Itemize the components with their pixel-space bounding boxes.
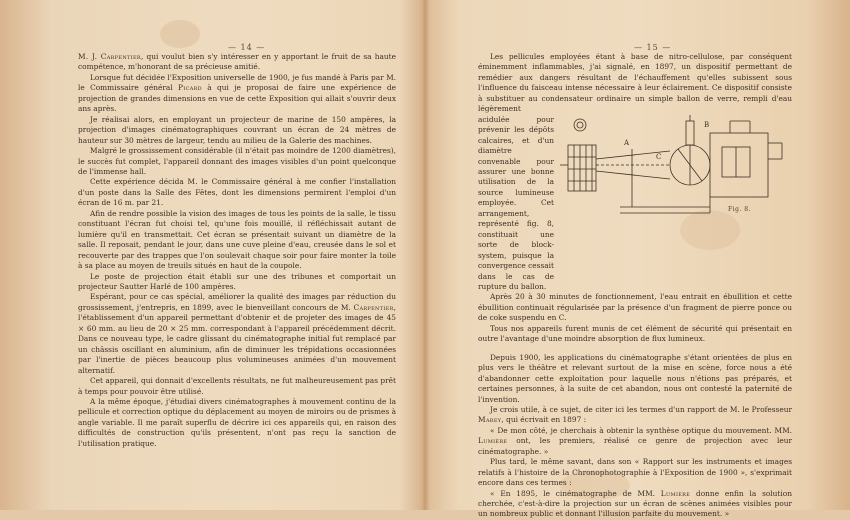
paragraph <box>78 52 396 73</box>
proper-name: Marey <box>478 415 502 425</box>
paragraph-text: Plus tard, le même savant, dans son « Rapport sur les instruments et images relatifs à l'histoire de la Chronophotographie à l'Exposition de 1900 », s'exprimait encore dans ces termes : <box>478 457 792 488</box>
lens-ring <box>574 119 586 131</box>
lamp-housing <box>710 133 768 197</box>
paragraph-text: Tous nos appareils furent munis de cet élément de sécurité qui présentait en outre l'avantage d'une moindre absorption de flux lumineux. <box>478 323 792 344</box>
wrapped-paragraph <box>478 115 554 293</box>
paragraph-text: Depuis 1900, les applications du cinématographe s'étant orientées de plus en plus vers le théâtre et relevant surtout de la mise en scène, force nous a été d'abandonner cette exploitation pour laquelle nous n'étions pas préparés, et certaines personnes, à la suite de cet abandon, nous ont contesté la paternité de l'invention. <box>478 352 792 404</box>
figure-label-b: B <box>704 120 710 129</box>
paragraph-text: A la même époque, j'étudiai divers cinématographes à mouvement continu de la pellicule et correction optique du déplacement au moyen de miroirs ou de prismes à angle variable. Il me paraît superflu de décrire ici ces appareils qui, en raison des difficultés de construction qu'ils présentent, n'ont pas reçu la sanction de l'utilisation pratique. <box>78 396 396 448</box>
paragraph <box>78 272 396 293</box>
figure-label-a: A <box>624 138 630 147</box>
paragraph <box>478 426 792 457</box>
paragraph-text: Cet appareil, qui donnait d'excellents résultats, ne fut malheureusement pas prêt à temps pour pouvoir être utilisé. <box>78 376 396 396</box>
paragraph <box>478 405 792 426</box>
paragraph-text: Après 20 à 30 minutes de fonctionnement, l'eau entrait en ébullition et cette ébullition continuait régularisée par la présence d'un fragment de pierre ponce ou de coke suspendu en C. <box>478 292 792 323</box>
paragraph <box>478 324 792 345</box>
paragraph-text: Malgré le grossissement considérable (il n'était pas moindre de 1200 diamètres), le succès fut complet, l'appareil donnant des images visibles d'un point quelconque de l'immense hall. <box>78 146 396 176</box>
figure-label-c: C <box>656 152 662 161</box>
proper-name: Lumière <box>478 436 508 446</box>
projector-diagram <box>560 115 792 223</box>
right-page <box>426 0 850 519</box>
proper-name: M. J. Carpentier <box>78 52 141 61</box>
page-number: — 14 — <box>228 43 266 52</box>
paragraph-lead: « De mon côté, je cherchais à obtenir la synthèse optique du mouvement. MM. <box>490 425 792 435</box>
paragraph-text: Le poste de projection était établi sur une des tribunes et comportait un projecteur Sautter Harlé de 100 ampères. <box>78 271 396 291</box>
paragraph-text: Afin de rendre possible la vision des images de tous les points de la salle, le tissu constituant l'écran fut choisi tel, qu'une fois mouillé, il réfléchissait autant de lumière qu'il en transmettait. Cet écran se présentait suivant un diamètre de la salle. Il reposait, pendant le jour, dans une cuve pleine d'eau, creusée dans le sol et recouverte par des trappes que l'on soulevait chaque soir pour faire monter la toile à sa place au moyen de treuils situés en haut de la coupole. <box>78 208 396 271</box>
proper-name: Carpentier <box>353 302 394 312</box>
proper-name: Lumière <box>660 488 691 498</box>
paragraph <box>478 457 792 488</box>
paragraph-text: à qui je proposai de faire une expérience de projection de grandes dimensions en vue de cette Exposition qui allait s'ouvrir deux ans après. <box>78 83 397 114</box>
right-page-continuation <box>478 292 792 520</box>
page-number: — 15 — <box>634 43 672 52</box>
paragraph-text: Je réalisai alors, en employant un projecteur de marine de 150 ampères, la projection d'images cinématographiques couvrant un écran de 24 mètres de hauteur sur 30 mètres de largeur, tendu au milieu de la Galerie des machines. <box>78 114 396 145</box>
paragraph-text: donne enfin la solution cherchée, c'est-à-dire la projection sur un écran de scènes animées visibles pour un nombreux public et donnant l'illusion parfaite du mouvement. » <box>478 488 792 519</box>
paragraph <box>78 177 396 208</box>
paragraph <box>78 115 396 146</box>
paragraph-text: , qui voulut bien s'y intéresser en y apportant le fruit de sa haute compétence, m'honorant de sa précieuse amitié. <box>78 52 397 72</box>
left-page-text <box>78 52 396 449</box>
paragraph-lead: « En 1895, le cinématographe de MM. <box>490 488 661 498</box>
paragraph-text: ont, les premiers, réalisé ce genre de projection avec leur cinématographe. » <box>478 436 792 456</box>
paragraph-lead: Lorsque fut décidée l'Exposition universelle de 1900, je fus mandé à Paris par M. le Commissaire général <box>78 72 396 93</box>
flask-neck <box>686 121 694 145</box>
paragraph <box>78 209 396 272</box>
paragraph-text: Cette expérience décida M. le Commissaire général à me confier l'installation d'un poste dans la Salle des Fêtes, dont les dimensions permirent l'emploi d'un écran de 16 m. par 21. <box>78 177 396 208</box>
paragraph <box>478 292 792 323</box>
paragraph <box>78 376 396 397</box>
right-page-text <box>478 52 792 520</box>
paragraph <box>78 73 396 115</box>
paragraph <box>78 292 396 376</box>
paragraph <box>478 489 792 520</box>
left-page <box>0 0 424 510</box>
paragraph <box>478 353 792 405</box>
paragraph-text: , qui écrivait en 1897 : <box>501 415 587 425</box>
figure-caption: Fig. 8. <box>728 205 751 213</box>
lens-ring-inner <box>577 122 583 128</box>
paragraph <box>78 146 396 177</box>
paragraph: Les pellicules employées étant à base de nitro-cellulose, par conséquent éminemment inflammables, j'ai signalé, en 1897, un dispositif permettant de remédier aux dangers résultant de l'échauffement qu'elles subissent sous l'influence du faisceau intense nécessaire à leur éclairement. Ce dispositif consiste à substituer au condensateur ordinaire un simple ballon de verre, rempli d'eau légèrement <box>478 52 792 114</box>
paragraph <box>78 397 396 449</box>
paragraph-text: , l'établissement d'un appareil permettant d'obtenir et de projeter des images de 45 × 60 mm. au lieu de 20 × 25 mm. correspondant à l'appareil précédemment décrit. Dans ce nouveau type, le cadre glissant du cinématographe initial fut remplacé par un châssis oscillant en aluminium, afin de diminuer les trépidations occasionnées par l'inertie de pièces beaucoup plus volumineuses animées d'un mouvement alternatif. <box>78 302 396 375</box>
paragraph-lead: Je crois utile, à ce sujet, de citer ici les termes d'un rapport de M. le Professeur <box>490 404 792 414</box>
figure-wrap <box>478 115 792 293</box>
paragraph-lead: Espérant, pour ce cas spécial, améliorer la qualité des images par réduction du grossissement, j'entrepris, en 1899, avec le bienveillant concours de M. <box>78 292 396 312</box>
proper-name: Picard <box>178 83 202 93</box>
figure-8 <box>560 115 792 223</box>
paragraph: acidulée pour prévenir les dépôts calcaires, et d'un diamètre convenable pour assurer une bonne utilisation de la source lumineuse employée. Cet arrangement, représenté fig. 8, constituait une sorte de block-system, puisque la convergence cessait dans le cas de rupture du ballon. <box>478 114 554 291</box>
